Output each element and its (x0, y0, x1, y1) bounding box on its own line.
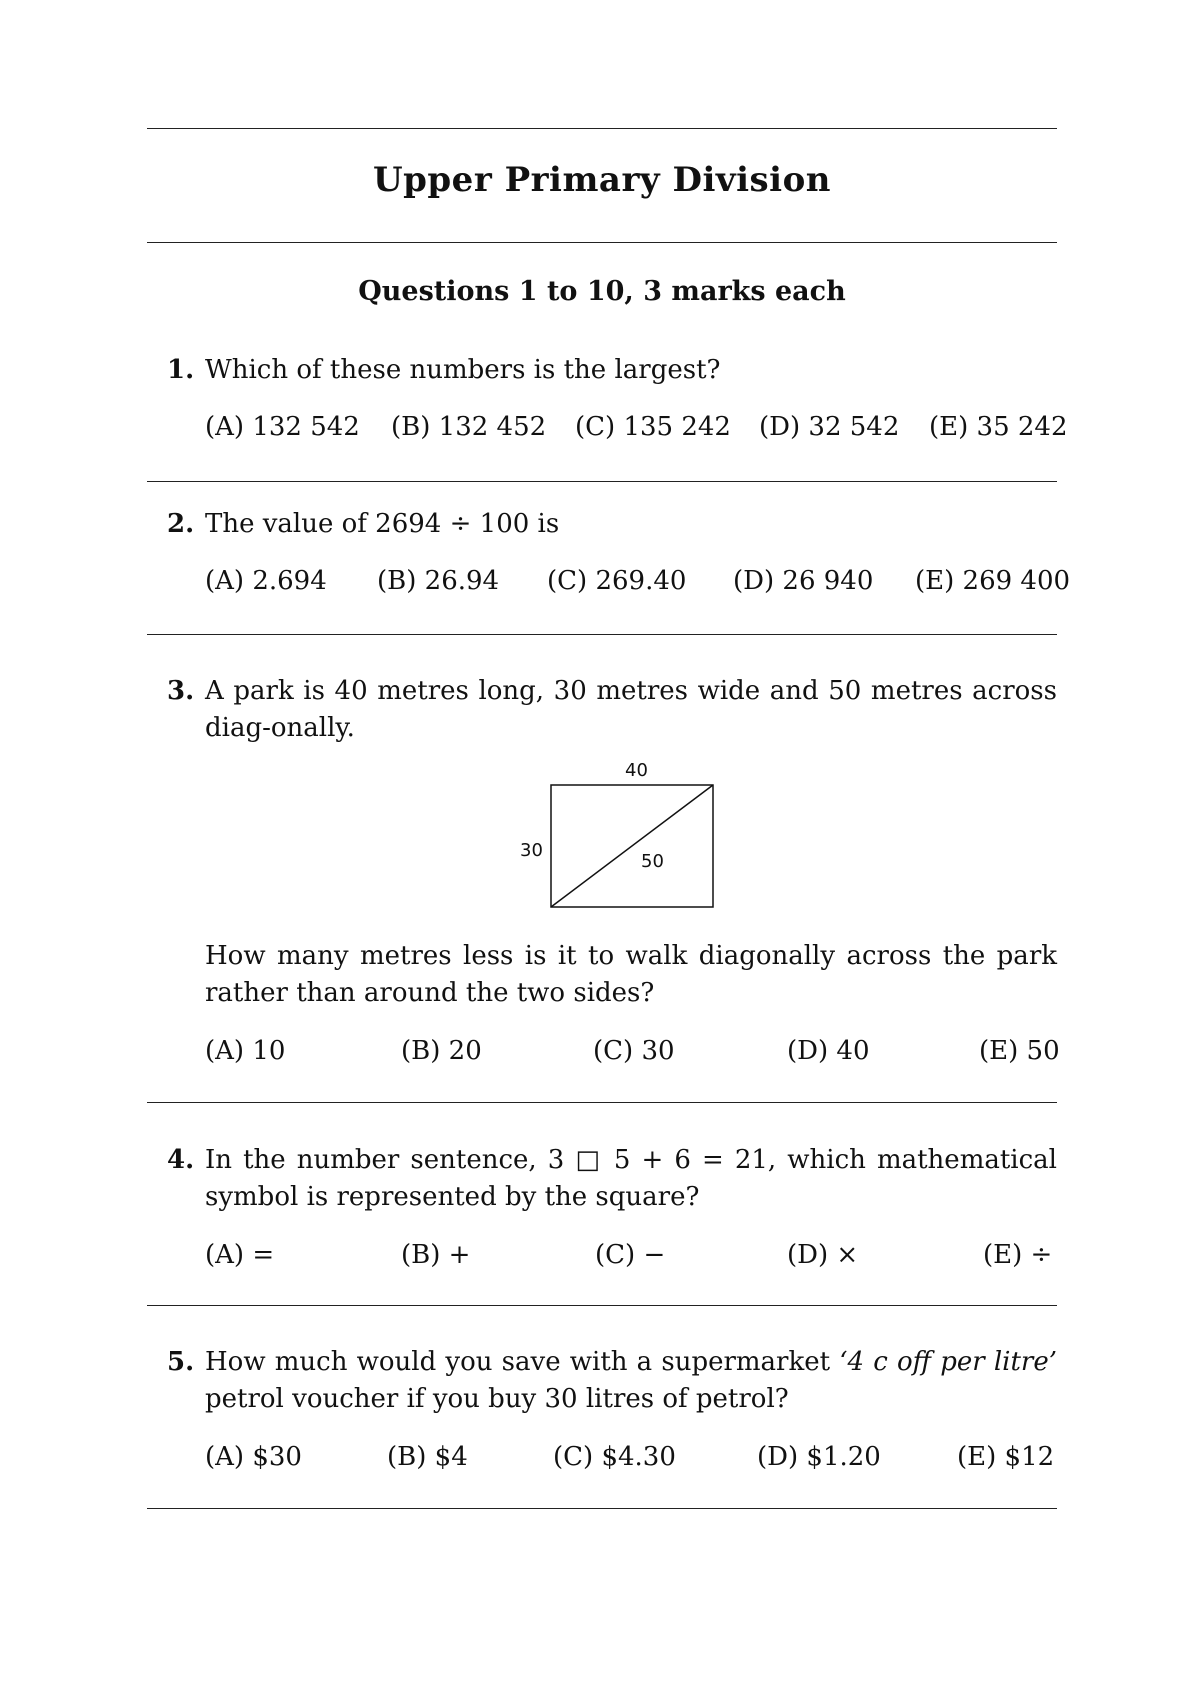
option-d[interactable]: (D) 32 542 (759, 412, 900, 442)
option-e[interactable]: (E) 35 242 (929, 412, 1068, 442)
answer-options (205, 1036, 1060, 1073)
question-number: 4. (167, 1145, 195, 1175)
answer-options (205, 1240, 1057, 1277)
question-text-part: How much would you save with a supermarket (205, 1347, 840, 1377)
question-number: 1. (167, 355, 195, 385)
option-b[interactable]: (B) 26.94 (377, 566, 500, 596)
question-text (205, 1344, 1057, 1418)
option-b[interactable]: (B) 132 452 (391, 412, 547, 442)
diagonal-label: 50 (641, 851, 664, 872)
length-label: 40 (625, 760, 648, 781)
option-e[interactable]: (E) ÷ (983, 1240, 1053, 1270)
question-text: How many metres less is it to walk diagonally across the park rather than around the two sides? (205, 941, 1057, 1008)
option-a[interactable]: (A) $30 (205, 1442, 302, 1472)
question-text: A park is 40 metres long, 30 metres wide and 50 metres across diag-onally. (205, 676, 1057, 743)
option-d[interactable]: (D) 26 940 (733, 566, 874, 596)
question-number: 5. (167, 1347, 195, 1377)
option-c[interactable]: (C) 30 (593, 1036, 675, 1066)
option-a[interactable]: (A) = (205, 1240, 275, 1270)
answer-options (205, 1442, 1057, 1479)
option-e[interactable]: (E) 269 400 (915, 566, 1071, 596)
question-text: In the number sentence, 3 □ 5 + 6 = 21, which mathematical symbol is represented by the square? (205, 1145, 1057, 1212)
voucher-text: ‘4 c off per litre’ (839, 1347, 1057, 1377)
page-title: Upper Primary Division (372, 160, 831, 200)
option-d[interactable]: (D) $1.20 (757, 1442, 881, 1472)
question-text: Which of these numbers is the largest? (205, 355, 721, 385)
section-heading: Questions 1 to 10, 3 marks each (358, 276, 846, 307)
option-a[interactable]: (A) 2.694 (205, 566, 327, 596)
option-a[interactable]: (A) 132 542 (205, 412, 360, 442)
divider (147, 1508, 1057, 1509)
option-c[interactable]: (C) − (595, 1240, 666, 1270)
divider (147, 1305, 1057, 1306)
question-number: 3. (167, 676, 195, 706)
park-diagonal (551, 785, 713, 907)
option-b[interactable]: (B) + (401, 1240, 471, 1270)
option-c[interactable]: (C) $4.30 (553, 1442, 676, 1472)
option-c[interactable]: (C) 269.40 (547, 566, 687, 596)
park-diagram-svg (147, 0, 1057, 920)
option-c[interactable]: (C) 135 242 (575, 412, 731, 442)
question-text-part: petrol voucher if you buy 30 litres of petrol? (205, 1384, 789, 1414)
option-e[interactable]: (E) 50 (979, 1036, 1060, 1066)
divider (147, 1102, 1057, 1103)
option-d[interactable]: (D) 40 (787, 1036, 870, 1066)
option-b[interactable]: (B) 20 (401, 1036, 482, 1066)
option-a[interactable]: (A) 10 (205, 1036, 286, 1066)
option-e[interactable]: (E) $12 (957, 1442, 1055, 1472)
option-d[interactable]: (D) × (787, 1240, 859, 1270)
option-b[interactable]: (B) $4 (387, 1442, 468, 1472)
question-number: 2. (167, 509, 195, 539)
width-label: 30 (520, 840, 543, 861)
question-text: The value of 2694 ÷ 100 is (205, 509, 560, 539)
